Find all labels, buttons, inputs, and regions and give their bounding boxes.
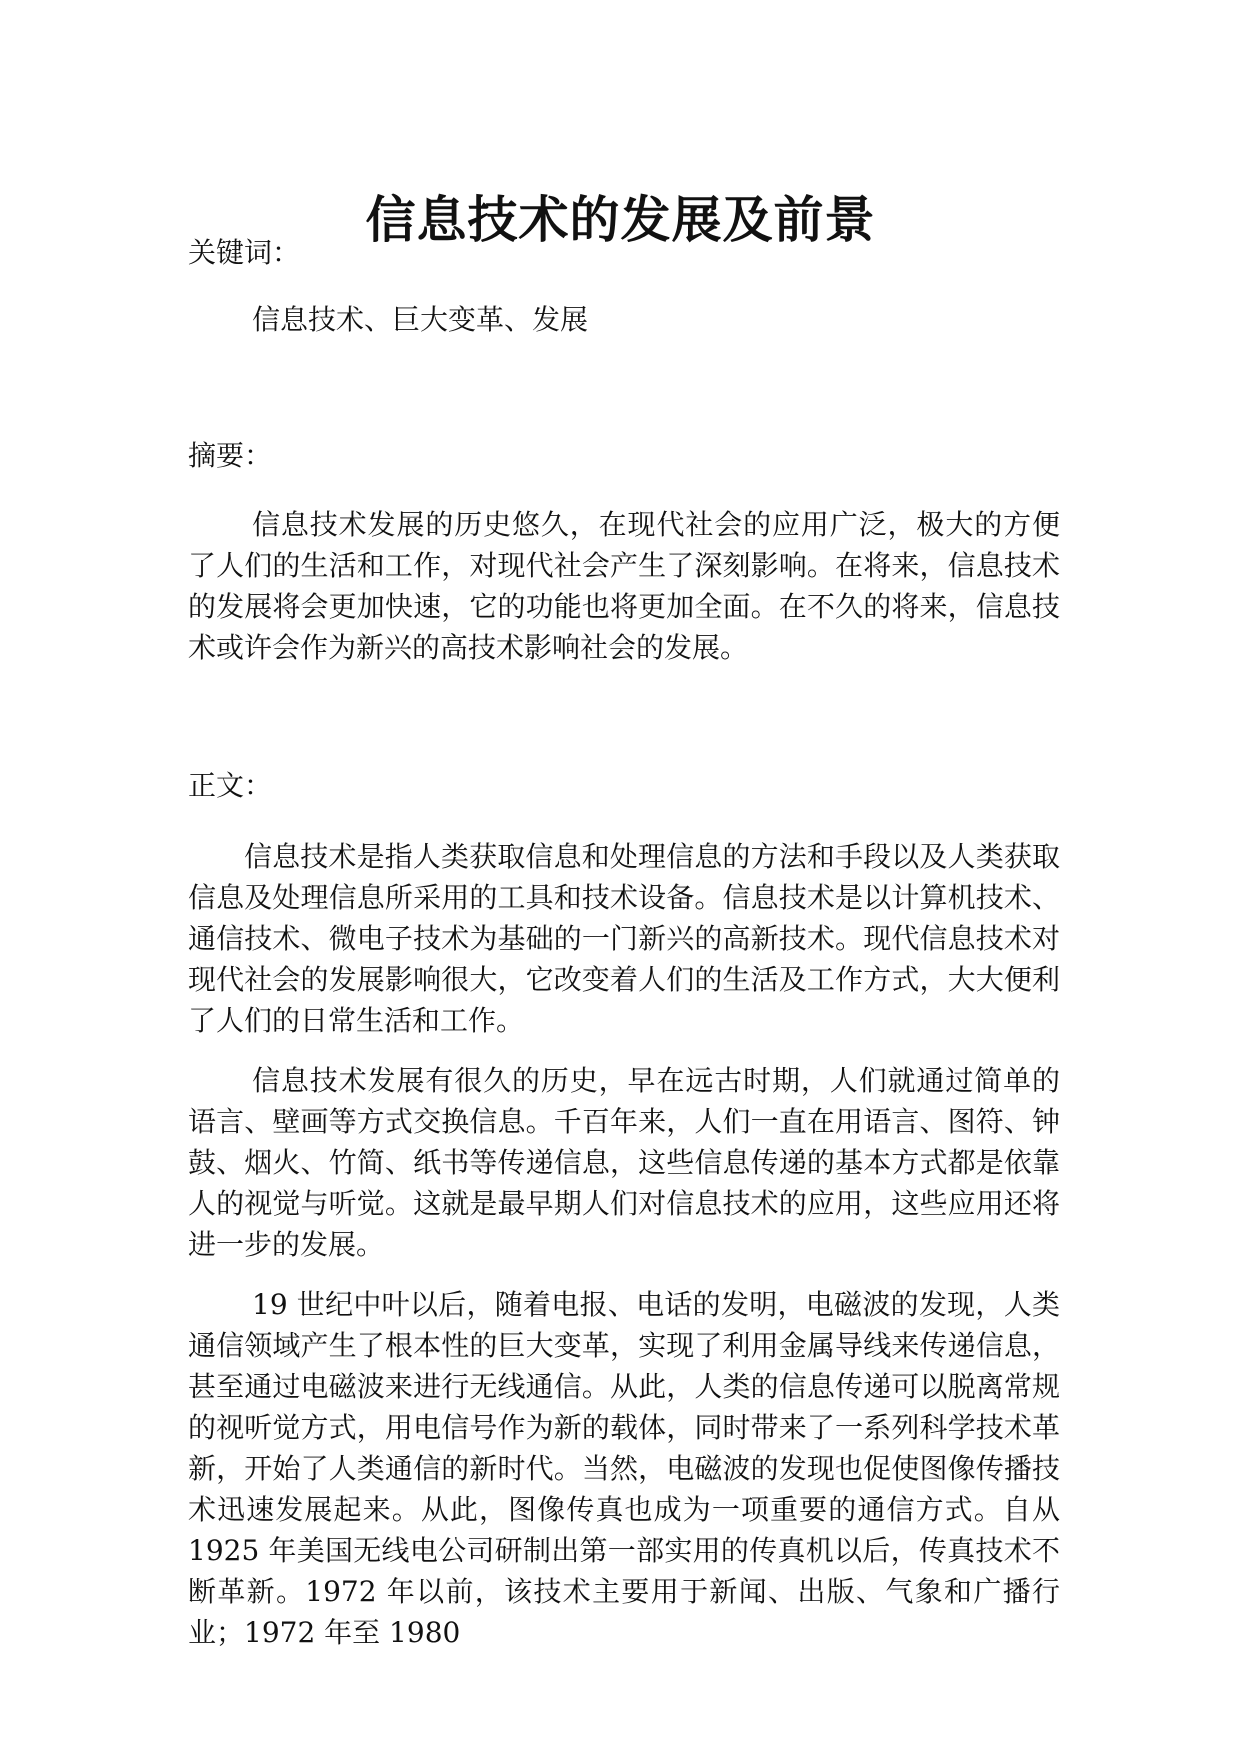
keywords-label: 关键词： — [188, 236, 301, 269]
body-paragraph-2: 信息技术发展有很久的历史，早在远古时期，人们就通过简单的语言、壁画等方式交换信息。千百年来，人们一直在用语言、图符、钟鼓、烟火、竹简、纸书等传递信息，这些信息传递的基本方式都是依靠人的视觉与听觉。这就是最早期人们对信息技术的应用，这些应用还将进一步的发展。 — [188, 1064, 1060, 1261]
body-paragraph-1: 信息技术是指人类获取信息和处理信息的方法和手段以及人类获取信息及处理信息所采用的工具和技术设备。信息技术是以计算机技术、通信技术、微电子技术为基础的一门新兴的高新技术。现代信息技术对现代社会的发展影响很大，它改变着人们的生活及工作方式，大大便利了人们的日常生活和工作。 — [188, 840, 1060, 1037]
abstract-text: 信息技术发展的历史悠久，在现代社会的应用广泛，极大的方便了人们的生活和工作，对现代社会产生了深刻影响。在将来，信息技术的发展将会更加快速，它的功能也将更加全面。在不久的将来，信息技术或许会作为新兴的高技术影响社会的发展。 — [188, 508, 1060, 664]
body-label: 正文： — [188, 769, 273, 802]
abstract-label: 摘要： — [188, 439, 273, 472]
document-content — [188, 232, 1060, 1653]
keywords-text: 信息技术、巨大变革、发展 — [252, 303, 589, 336]
document-title: 信息技术的发展及前景 — [365, 189, 876, 249]
body-paragraph-3: 19 世纪中叶以后，随着电报、电话的发明，电磁波的发现，人类通信领域产生了根本性的巨大变革，实现了利用金属导线来传递信息，甚至通过电磁波来进行无线通信。从此，人类的信息传递可以脱离常规的视听觉方式，用电信号作为新的载体，同时带来了一系列科学技术革新，开始了人类通信的新时代。当然，电磁波的发现也促使图像传播技术迅速发展起来。从此，图像传真也成为一项重要的通信方式。自从 1925 年美国无线电公司研制出第一部实用的传真机以后，传真技术不断革新。1972 年以前，该技术主要用于新闻、出版、气象和广播行业；1972 年至 1980 — [188, 1288, 1060, 1649]
